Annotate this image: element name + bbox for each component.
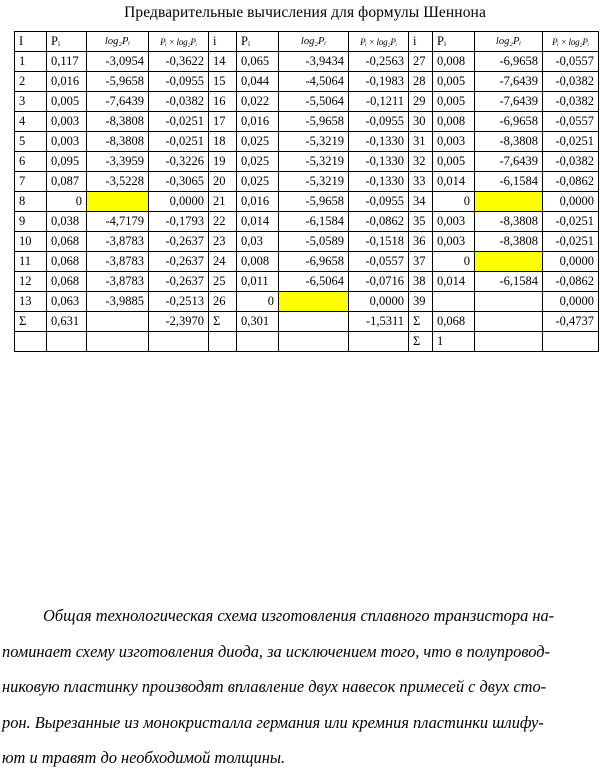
cell-product: 0,0000 [543,192,599,212]
header-p: Pᵢ [433,32,475,52]
table-row [15,232,599,252]
cell-p: 0,038 [47,212,87,232]
cell-index: 16 [209,92,237,112]
header-product: Pᵢ × log₂Pᵢ [543,32,599,52]
header-log: log₂Pᵢ [279,32,349,52]
cell-product: -0,0955 [149,72,209,92]
table-header-row [15,32,599,52]
cell-product: 0,0000 [149,192,209,212]
cell-log: -6,9658 [475,112,543,132]
cell-index: 25 [209,272,237,292]
cell-log: -6,1584 [475,272,543,292]
table-row [15,132,599,152]
cell-product [543,332,599,352]
cell-product: -0,1518 [349,232,409,252]
cell-log: -3,9885 [87,292,149,312]
cell-product: -2,3970 [149,312,209,332]
cell-log: -3,0954 [87,52,149,72]
cell-log: -5,5064 [279,92,349,112]
cell-p: 0,014 [237,212,279,232]
cell-p [433,292,475,312]
cell-log: -6,9658 [475,52,543,72]
cell-log [279,312,349,332]
cell-log: -5,3219 [279,172,349,192]
cell-product [149,332,209,352]
cell-log [475,332,543,352]
cell-p: 0,008 [433,52,475,72]
cell-index: 13 [15,292,47,312]
cell-index: 6 [15,152,47,172]
cell-product: -0,2637 [149,232,209,252]
cell-product: -0,2513 [149,292,209,312]
cell-index: 26 [209,292,237,312]
cell-product: -1,5311 [349,312,409,332]
table-row [15,92,599,112]
cell-log: -3,8783 [87,232,149,252]
cell-log: -3,5228 [87,172,149,192]
cell-index: 28 [409,72,433,92]
cell-product: -0,0251 [543,212,599,232]
cell-product: -0,0955 [349,192,409,212]
cell-p: 0,014 [433,272,475,292]
cell-p: 0,005 [433,92,475,112]
cell-index: 17 [209,112,237,132]
cell-index: 3 [15,92,47,112]
cell-product: -0,0557 [543,112,599,132]
cell-log [475,192,543,212]
cell-product: -0,0251 [543,232,599,252]
cell-index: 37 [409,252,433,272]
cell-log: -6,9658 [279,252,349,272]
header-log: log₂Pᵢ [87,32,149,52]
page-title: Предварительные вычисления для формулы Шеннона [124,4,486,21]
cell-p [47,332,87,352]
cell-index: 33 [409,172,433,192]
header-index: I [15,32,47,52]
cell-log [279,332,349,352]
cell-p: 0,068 [47,252,87,272]
cell-product: -0,0251 [149,132,209,152]
cell-index: Σ [15,312,47,332]
cell-index: 32 [409,152,433,172]
cell-index: 22 [209,212,237,232]
cell-product: -0,1793 [149,212,209,232]
cell-p: 0,003 [47,112,87,132]
paragraph-line: поминает схему изготовления диода, за исключением того, что в полупровод- [2,641,550,661]
table-row [15,292,599,312]
table-row [15,212,599,232]
cell-p: 0,065 [237,52,279,72]
cell-log: -8,3808 [475,212,543,232]
cell-index: 20 [209,172,237,192]
cell-index: Σ [409,332,433,352]
cell-p: 0,063 [47,292,87,312]
cell-index: 4 [15,112,47,132]
table-row [15,112,599,132]
cell-product: -0,1330 [349,132,409,152]
cell-index: 7 [15,172,47,192]
cell-product: -0,0862 [349,212,409,232]
table-row [15,72,599,92]
cell-p: 0,008 [237,252,279,272]
cell-p: 0,014 [433,172,475,192]
cell-product: -0,0382 [149,92,209,112]
cell-log: -7,6439 [87,92,149,112]
cell-p: 0 [433,192,475,212]
cell-log: -5,9658 [87,72,149,92]
cell-log: -8,3808 [475,232,543,252]
cell-index: 14 [209,52,237,72]
cell-product: -0,0382 [543,72,599,92]
cell-index: 19 [209,152,237,172]
cell-p: 0,025 [237,172,279,192]
cell-product: -0,1330 [349,152,409,172]
cell-log [87,312,149,332]
cell-index [209,332,237,352]
cell-log: -5,9658 [279,112,349,132]
cell-log: -5,3219 [279,132,349,152]
header-index: i [409,32,433,52]
cell-product: -0,1330 [349,172,409,192]
cell-log: -3,8783 [87,272,149,292]
cell-p: 0 [47,192,87,212]
cell-p: 0,068 [433,312,475,332]
cell-log: -5,0589 [279,232,349,252]
cell-p: 0 [237,292,279,312]
cell-index [15,332,47,352]
cell-product: -0,0557 [349,252,409,272]
cell-log: -5,3219 [279,152,349,172]
cell-index: 30 [409,112,433,132]
cell-p: 0,087 [47,172,87,192]
cell-log: -8,3808 [87,112,149,132]
cell-log: -6,5064 [279,272,349,292]
cell-product: 0,0000 [543,292,599,312]
cell-p: 0,301 [237,312,279,332]
cell-p: 0,117 [47,52,87,72]
cell-p: 0,044 [237,72,279,92]
paragraph-line: никовую пластинку производят вплавление двух навесок примесей с двух сто- [2,677,547,696]
cell-index: 1 [15,52,47,72]
cell-p: 0,016 [237,112,279,132]
cell-p: 0,025 [237,132,279,152]
body-paragraph [0,598,610,776]
cell-p: 0,005 [433,72,475,92]
cell-index: 27 [409,52,433,72]
cell-p: 0,068 [47,272,87,292]
cell-log: -7,6439 [475,152,543,172]
cell-p: 0,03 [237,232,279,252]
cell-p: 0,016 [237,192,279,212]
header-index: i [209,32,237,52]
cell-index: 2 [15,72,47,92]
cell-index: 15 [209,72,237,92]
cell-product: 0,0000 [543,252,599,272]
cell-product: -0,2637 [149,252,209,272]
cell-p: 0 [433,252,475,272]
cell-p: 1 [433,332,475,352]
cell-index: 21 [209,192,237,212]
cell-index: Σ [209,312,237,332]
cell-product: -0,3226 [149,152,209,172]
cell-log: -3,9434 [279,52,349,72]
table-row [15,152,599,172]
cell-index: 11 [15,252,47,272]
cell-product: -0,0251 [149,112,209,132]
cell-product: -0,0251 [543,132,599,152]
cell-index: 12 [15,272,47,292]
table-sum-row [15,312,599,332]
cell-log [87,192,149,212]
cell-product: -0,1211 [349,92,409,112]
header-p: Pᵢ [47,32,87,52]
cell-p: 0,003 [433,232,475,252]
cell-log [475,252,543,272]
cell-index: 23 [209,232,237,252]
cell-log [475,312,543,332]
cell-p [237,332,279,352]
cell-product: -0,0862 [543,272,599,292]
cell-p: 0,016 [47,72,87,92]
table-sum-row [15,332,599,352]
cell-log: -8,3808 [87,132,149,152]
cell-log: -3,3959 [87,152,149,172]
cell-index: 8 [15,192,47,212]
cell-index: 24 [209,252,237,272]
cell-log: -8,3808 [475,132,543,152]
cell-product: -0,0955 [349,112,409,132]
cell-index: 10 [15,232,47,252]
paragraph-line: рон. Вырезанные из монокристалла германия или кремния пластинки шлифу- [2,712,544,732]
cell-product: 0,0000 [349,292,409,312]
cell-log: -4,5064 [279,72,349,92]
cell-p: 0,095 [47,152,87,172]
table-row [15,272,599,292]
cell-index: Σ [409,312,433,332]
cell-log: -5,9658 [279,192,349,212]
cell-p: 0,068 [47,232,87,252]
shannon-table [14,31,599,352]
cell-product: -0,0862 [543,172,599,192]
cell-product: -0,1983 [349,72,409,92]
cell-product: -0,0716 [349,272,409,292]
paragraph-line: Общая технологическая схема изготовления сплавного транзистора на- [43,606,555,625]
cell-index: 9 [15,212,47,232]
header-product: Pᵢ × log₂Pᵢ [349,32,409,52]
cell-p: 0,631 [47,312,87,332]
header-log: log₂Pᵢ [475,32,543,52]
cell-index: 39 [409,292,433,312]
header-p: Pᵢ [237,32,279,52]
cell-log: -6,1584 [279,212,349,232]
table-row [15,252,599,272]
cell-log [87,332,149,352]
cell-log: -3,8783 [87,252,149,272]
cell-log: -7,6439 [475,72,543,92]
cell-p: 0,025 [237,152,279,172]
cell-p: 0,022 [237,92,279,112]
cell-product: -0,3065 [149,172,209,192]
cell-log [475,292,543,312]
cell-index: 31 [409,132,433,152]
cell-index: 5 [15,132,47,152]
cell-product [349,332,409,352]
cell-index: 38 [409,272,433,292]
cell-product: -0,4737 [543,312,599,332]
cell-p: 0,005 [433,152,475,172]
paragraph-line: ют и травят до необходимой толщины. [2,748,286,767]
table-row [15,192,599,212]
cell-index: 35 [409,212,433,232]
cell-product: -0,0382 [543,92,599,112]
cell-p: 0,003 [433,212,475,232]
cell-index: 18 [209,132,237,152]
cell-index: 36 [409,232,433,252]
header-product: Pᵢ × log₂Pᵢ [149,32,209,52]
cell-log [279,292,349,312]
table-row [15,172,599,192]
cell-log: -7,6439 [475,92,543,112]
cell-index: 29 [409,92,433,112]
cell-product: -0,2637 [149,272,209,292]
table-row [15,52,599,72]
cell-p: 0,003 [47,132,87,152]
cell-index: 34 [409,192,433,212]
cell-product: -0,2563 [349,52,409,72]
cell-p: 0,003 [433,132,475,152]
cell-log: -6,1584 [475,172,543,192]
cell-p: 0,011 [237,272,279,292]
cell-p: 0,008 [433,112,475,132]
cell-p: 0,005 [47,92,87,112]
cell-product: -0,0382 [543,152,599,172]
cell-product: -0,3622 [149,52,209,72]
cell-product: -0,0557 [543,52,599,72]
cell-log: -4,7179 [87,212,149,232]
